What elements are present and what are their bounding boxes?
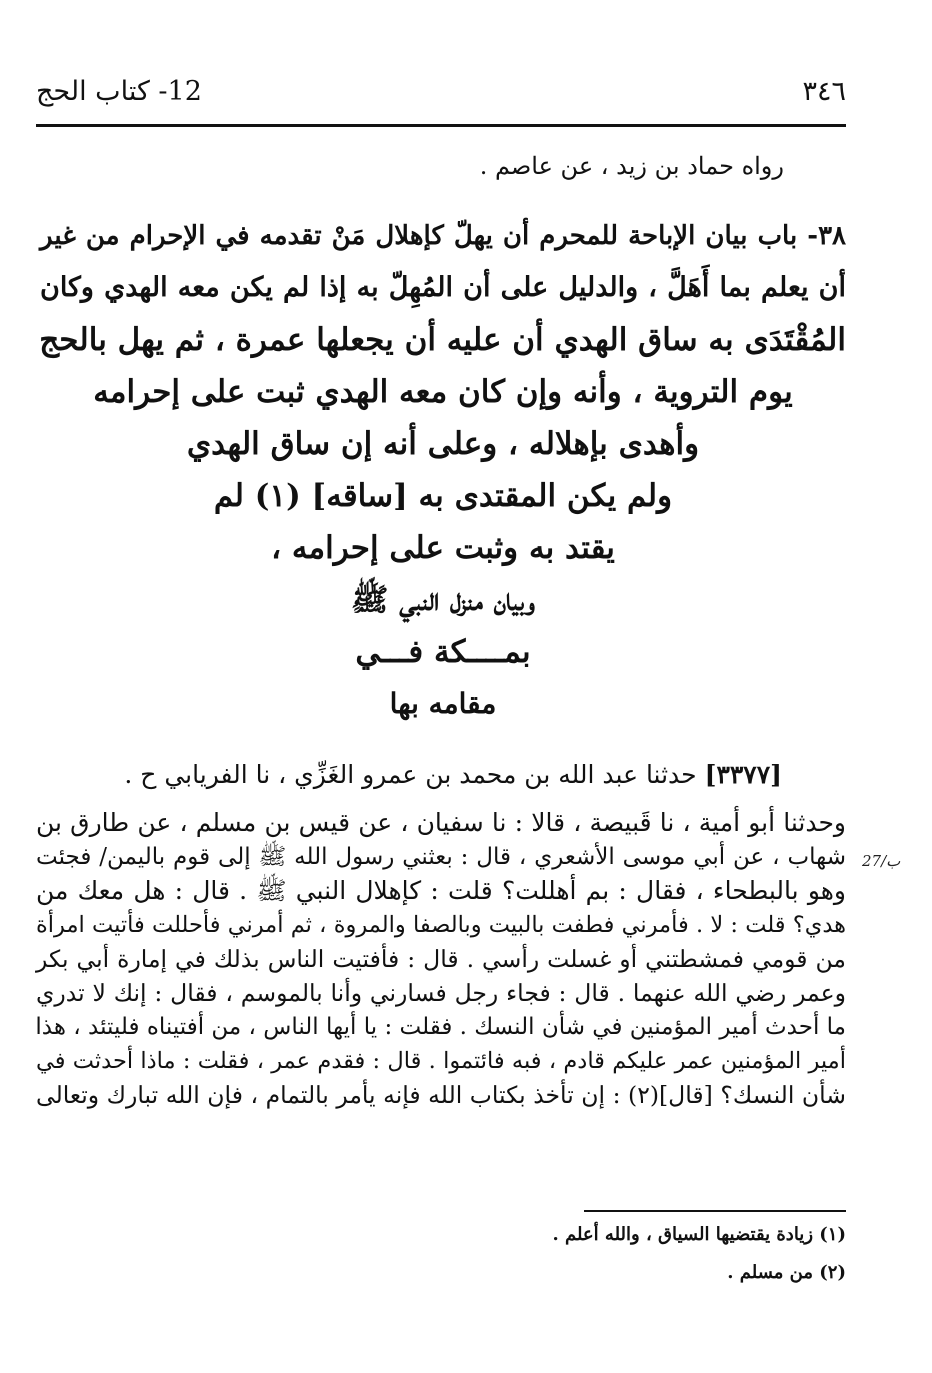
hadith-line: وعمر رضي الله عنهما . قال : فجاء رجل فسارني وأنا بالموسم ، فقال : إنك لا تدري (36, 979, 846, 1007)
hadith-line: من قومي فمشطتني أو غسلت رأسي . قال : فأفتيت الناس بذلك في إمارة أبي بكر (36, 945, 846, 973)
page-header (36, 76, 846, 116)
footnote-divider (584, 1210, 846, 1212)
hadith-line: شأن النسك؟ [قال](٢) : إن تأخذ بكتاب الله فإنه يأمر بالتمام ، فإن الله تبارك وتعالى (36, 1081, 846, 1109)
chapter-heading-line: يوم التروية ، وأنه وإن كان معه الهدي ثبت على إحرامه (93, 374, 793, 410)
footnote-1: (١) زيادة يقتضيها السياق ، والله أعلم . (552, 1224, 846, 1245)
chapter-heading-line: المُقْتَدَى به ساق الهدي أن عليه أن يجعلها عمرة ، ثم يهل بالحج (39, 322, 846, 358)
chapter-heading-line: وبيان منزل النبي ﷺ (351, 582, 535, 618)
chapter-heading-line: بمــــكة فـــي (355, 634, 531, 670)
hadith-line: شهاب ، عن أبي موسى الأشعري ، قال : بعثني رسول الله ﷺ إلى قوم باليمن/ فجئت (36, 844, 846, 870)
hadith-line: ما أحدث أمير المؤمنين في شأن النسك . فقلت : يا أيها الناس ، من أفتيناه فليتئد ، هذا (35, 1014, 846, 1040)
page-number: ٣٤٦ (802, 76, 846, 107)
chapter-heading-line: ٣٨- باب بيان الإباحة للمحرم أن يهلّ كإهلال مَنْ تقدمه في الإحرام من غير (40, 221, 846, 251)
hadith-line: هدي؟ قلت : لا . فأمرني فطفت بالبيت وبالصفا والمروة ، ثم أمرني فأحللت فأتيت امرأة (36, 912, 846, 938)
hadith-line: وهو بالبطحاء ، فقال : بم أهللت؟ قلت : كإهلال النبي ﷺ . قال : هل معك من (36, 876, 846, 905)
footnote-2: (٢) من مسلم . (727, 1262, 846, 1283)
hadith-line: وحدثنا أبو أمية ، نا قَبيصة ، قالا : نا سفيان ، عن قيس بن مسلم ، عن طارق بن (36, 808, 846, 837)
hadith-header-text: حدثنا عبد الله بن محمد بن عمرو الغَزِّي ، نا الفريابي ح . (124, 760, 697, 789)
intro-line: رواه حماد بن زيد ، عن عاصم . (479, 152, 784, 180)
chapter-heading-line: يقتد به وثبت على إحرامه ، (271, 530, 615, 566)
chapter-heading-line: ولم يكن المقتدى به [ساقه] (١) لم (213, 478, 673, 514)
chapter-heading (40, 210, 846, 730)
hadith-body (36, 806, 846, 1112)
chapter-heading-line: وأهدى بإهلاله ، وعلى أنه إن ساق الهدي (186, 426, 700, 462)
hadith-line: أمير المؤمنين عمر عليكم قادم ، فبه فائتموا . قال : فقدم عمر ، فقلت : ماذا أحدثت في (36, 1048, 846, 1074)
book-title: 12- كتاب الحج (36, 76, 202, 107)
manuscript-folio-note: 27/ب (862, 852, 901, 870)
hadith-number: [٣٣٧٧] (704, 760, 782, 789)
chapter-heading-line: مقامه بها (389, 687, 497, 720)
hadith-header (36, 758, 846, 792)
header-divider (36, 124, 846, 127)
chapter-heading-line: أن يعلم بما أَهَلَّ ، والدليل على أن المُهِلّ به إذا لم يكن معه الهدي وكان (40, 272, 846, 303)
